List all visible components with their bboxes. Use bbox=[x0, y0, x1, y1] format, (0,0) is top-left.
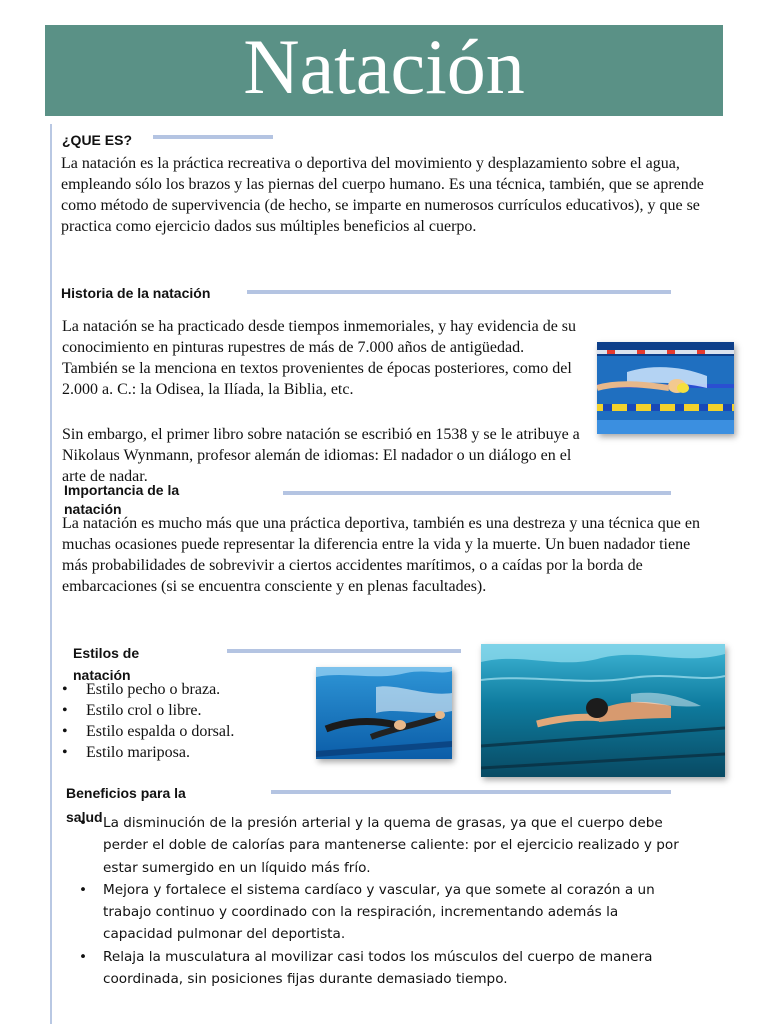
section-heading-estilos: Estilos de natación bbox=[73, 645, 140, 683]
historia-paragraph: La natación se ha practicado desde tiempos inmemoriales, y hay evidencia de su conocimiento en pinturas rupestres de más de 7.000 años de antigüedad. También se la menciona en textos provenientes de épocas posteriores, como del 2.000 a. C.: la Odisea, la Ilíada, la Biblia, etc. bbox=[62, 318, 577, 398]
title-banner bbox=[45, 25, 723, 116]
section-heading-importancia: Importancia de la natación bbox=[64, 482, 180, 517]
section-heading-historia: Historia de la natación bbox=[61, 285, 211, 301]
section-heading-beneficios: Beneficios para la salud bbox=[66, 785, 186, 825]
swimmer-racing-lanes-photo bbox=[597, 342, 734, 434]
crawl-swimmer-underwater-photo bbox=[481, 644, 725, 777]
importancia-paragraph: La natación es mucho más que una práctica deportiva, también es una destreza y una técnica que en muchas ocasiones puede representar la diferencia entre la vida y la muerte. Un buen nadador tiene más probabilidades de sobrevivir a ciertos accidentes marítimos, o a caídas por la borda de embarcaciones (si se encuentra consciente y en plenas facultades). bbox=[62, 515, 700, 595]
que-es-paragraph: La natación es la práctica recreativa o deportiva del movimiento y desplazamiento sobre el agua, empleando sólo los brazos y las piernas del cuerpo humano. Es una técnica, también, que se aprende como método de supervivencia (de hecho, se imparte en numerosos currículos educativos), y que se practica como ejercicio dados sus múltiples beneficios al cuerpo. bbox=[61, 155, 704, 235]
beneficios-list bbox=[80, 812, 680, 990]
list-item: • Mejora y fortalece el sistema cardíaco y vascular, ya que somete al corazón a un trabajo continuo y coordinado con la respiración, incrementando además la capacidad pulmonar del deportista. bbox=[80, 879, 680, 946]
left-margin-rule bbox=[50, 124, 52, 1024]
underwater-swimmers-photo bbox=[316, 667, 452, 759]
list-item: • Estilo crol o libre. bbox=[61, 700, 241, 721]
list-item: • Estilo mariposa. bbox=[61, 742, 241, 763]
section-heading-que-es: ¿QUE ES? bbox=[62, 132, 133, 148]
heading-accent-bar bbox=[247, 290, 671, 294]
heading-accent-bar bbox=[153, 135, 273, 139]
list-item: • La disminución de la presión arterial y la quema de grasas, ya que el cuerpo debe perder el doble de calorías para mantenerse caliente: por el ejercicio realizado y por estar sumergido en un líquido más frío. bbox=[80, 812, 680, 879]
heading-accent-bar bbox=[227, 649, 461, 653]
historia-paragraph-2: Sin embargo, el primer libro sobre natación se escribió en 1538 y se le atribuye a Nikolaus Wynmann, profesor alemán de idiomas: El nadador o un diálogo en el arte de nadar. bbox=[62, 426, 580, 485]
list-item: • Estilo espalda o dorsal. bbox=[61, 721, 241, 742]
list-item: • Relaja la musculatura al movilizar casi todos los músculos del cuerpo de manera coordinada, sin posiciones fijas durante demasiado tiempo. bbox=[80, 946, 680, 991]
estilos-list bbox=[61, 679, 241, 763]
heading-accent-bar bbox=[271, 790, 671, 794]
list-item: • Estilo pecho o braza. bbox=[61, 679, 241, 700]
heading-accent-bar bbox=[283, 491, 671, 495]
page-title: Natación bbox=[243, 23, 525, 110]
